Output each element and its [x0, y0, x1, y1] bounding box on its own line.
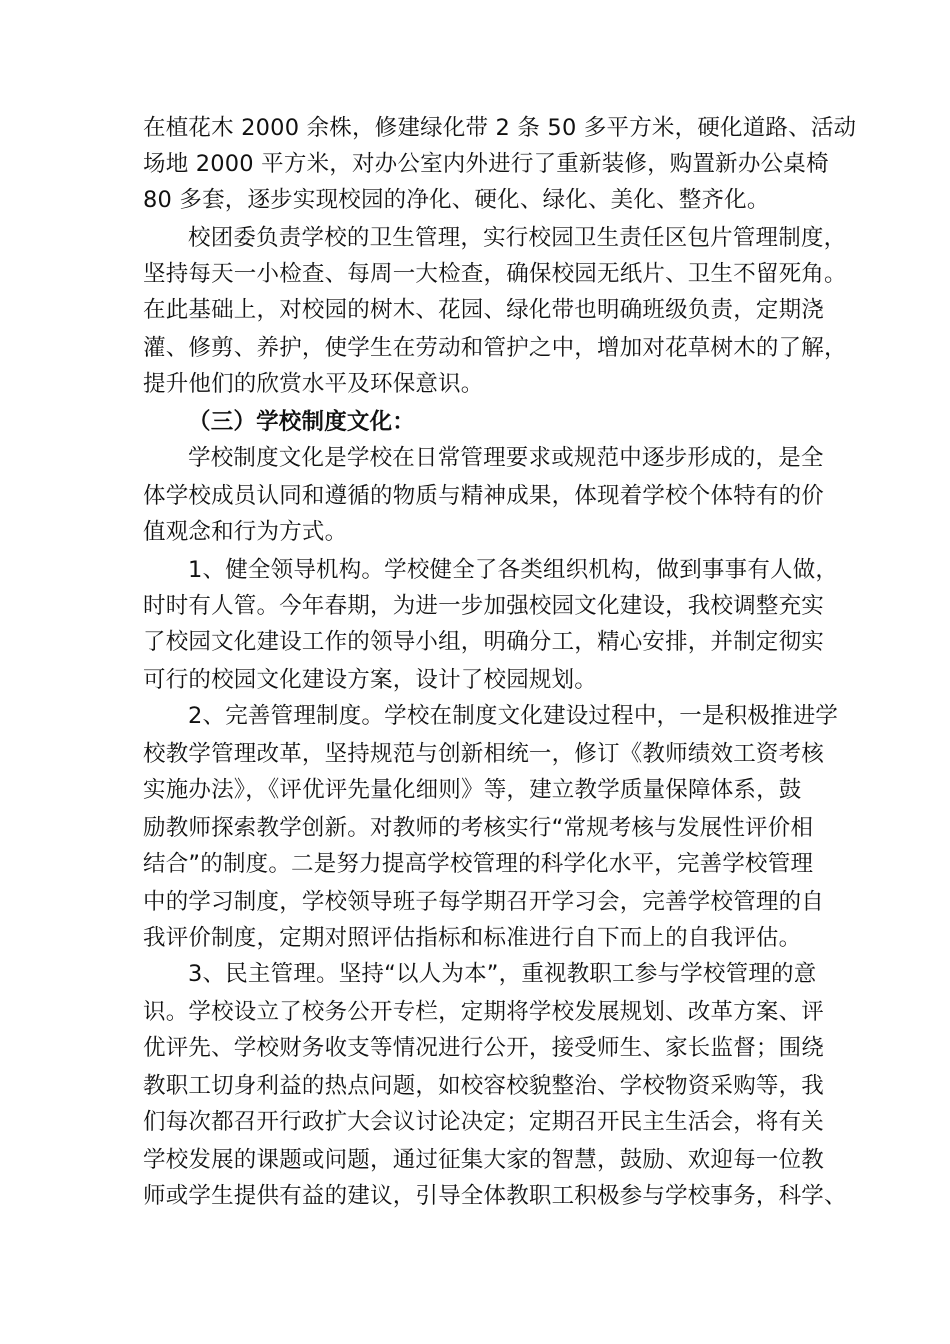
- paragraph-first-line: 校团委负责学校的卫生管理，实行校园卫生责任区包片管理制度，: [188, 225, 847, 251]
- paragraph-first-line: 1、健全领导机构。学校健全了各类组织机构，做到事事有人做，: [188, 557, 839, 583]
- text-line: 在此基础上，对校园的树木、花园、绿化带也明确班级负责，定期浇: [143, 297, 825, 323]
- text-line: 实施办法》，《评优评先量化细则》等，建立教学质量保障体系，鼓: [143, 777, 802, 803]
- text-line: 值观念和行为方式。: [143, 519, 348, 545]
- text-line: 提升他们的欣赏水平及环保意识。: [143, 371, 484, 397]
- text-line: 们每次都召开行政扩大会议讨论决定；定期召开民主生活会，将有关: [143, 1109, 825, 1135]
- text-line: 了校园文化建设工作的领导小组，明确分工，精心安排，并制定彻实: [143, 629, 825, 655]
- text-line: 校教学管理改革，坚持规范与创新相统一，修订《教师绩效工资考核: [143, 741, 825, 767]
- text-line: 灌、修剪、养护，使学生在劳动和管护之中，增加对花草树木的了解，: [143, 335, 847, 361]
- section-heading: （三）学校制度文化：: [188, 409, 416, 435]
- text-line: 在植花木 2000 余株，修建绿化带 2 条 50 多平方米，硬化道路、活动: [143, 115, 857, 141]
- text-line: 场地 2000 平方米，对办公室内外进行了重新装修，购置新办公桌椅: [143, 151, 829, 177]
- paragraph-first-line: 学校制度文化是学校在日常管理要求或规范中逐步形成的，是全: [188, 445, 824, 471]
- paragraph-first-line: 3、民主管理。坚持“以人为本”，重视教职工参与学校管理的意: [188, 961, 817, 987]
- text-line: 识。学校设立了校务公开专栏，定期将学校发展规划、改革方案、评: [143, 999, 825, 1025]
- text-line: 坚持每天一小检查、每周一大检查，确保校园无纸片、卫生不留死角。: [143, 261, 847, 287]
- text-line: 励教师探索教学创新。对教师的考核实行“常规考核与发展性评价相: [143, 815, 814, 841]
- text-line: 结合”的制度。二是努力提高学校管理的科学化水平，完善学校管理: [143, 851, 814, 877]
- text-line: 我评价制度，定期对照评估指标和标准进行自下而上的自我评估。: [143, 925, 802, 951]
- text-line: 教职工切身利益的热点问题，如校容校貌整治、学校物资采购等，我: [143, 1073, 825, 1099]
- text-line: 80 多套，逐步实现校园的净化、硬化、绿化、美化、整齐化。: [143, 187, 770, 213]
- text-line: 中的学习制度，学校领导班子每学期召开学习会，完善学校管理的自: [143, 889, 825, 915]
- text-line: 优评先、学校财务收支等情况进行公开，接受师生、家长监督；围绕: [143, 1035, 825, 1061]
- paragraph-first-line: 2、完善管理制度。学校在制度文化建设过程中，一是积极推进学: [188, 703, 839, 729]
- text-line: 体学校成员认同和遵循的物质与精神成果，体现着学校个体特有的价: [143, 483, 825, 509]
- text-line: 可行的校园文化建设方案，设计了校园规划。: [143, 667, 598, 693]
- text-line: 师或学生提供有益的建议，引导全体教职工积极参与学校事务，科学、: [143, 1183, 847, 1209]
- text-line: 学校发展的课题或问题，通过征集大家的智慧，鼓励、欢迎每一位教: [143, 1147, 825, 1173]
- text-line: 时时有人管。今年春期，为进一步加强校园文化建设，我校调整充实: [143, 593, 825, 619]
